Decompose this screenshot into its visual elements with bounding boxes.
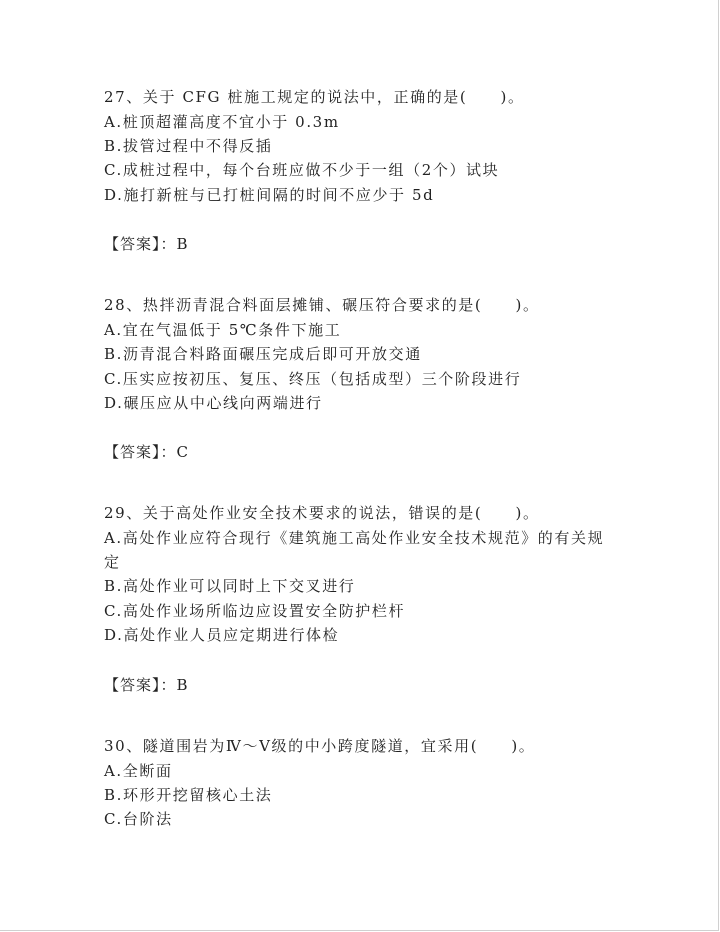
question-27-option-a: A.桩顶超灌高度不宜小于 0.3m [104,113,340,131]
question-27-option-b: B.拔管过程中不得反插 [104,137,273,155]
question-29-option-b: B.高处作业可以同时上下交叉进行 [104,577,356,595]
question-28-stem: 28、热拌沥青混合料面层摊铺、碾压符合要求的是( )。 [104,296,540,314]
question-30-option-a: A.全断面 [104,762,173,780]
question-27-stem: 27、关于 CFG 桩施工规定的说法中，正确的是( )。 [104,88,525,106]
question-28-option-c: C.压实应按初压、复压、终压（包括成型）三个阶段进行 [104,370,522,388]
question-28-option-a: A.宜在气温低于 5℃条件下施工 [104,321,342,339]
question-27-option-d: D.施打新桩与已打桩间隔的时间不应少于 5d [104,186,435,204]
question-29-stem: 29、关于高处作业安全技术要求的说法，错误的是( )。 [104,504,540,522]
question-30-option-c: C.台阶法 [104,810,173,828]
question-29-option-a-continued: 定 [104,553,121,571]
question-28-option-b: B.沥青混合料路面碾压完成后即可开放交通 [104,345,422,363]
question-29-option-c: C.高处作业场所临边应设置安全防护栏杆 [104,602,406,620]
question-27-answer: 【答案】：B [104,235,189,253]
question-29-option-d: D.高处作业人员应定期进行体检 [104,626,340,644]
question-27-option-c: C.成桩过程中，每个台班应做不少于一组（2个）试块 [104,161,500,179]
question-30-stem: 30、隧道围岩为Ⅳ～Ⅴ级的中小跨度隧道，宜采用( )。 [104,737,536,755]
question-28-answer: 【答案】：C [104,443,189,461]
question-30-option-b: B.环形开挖留核心土法 [104,786,273,804]
question-29-option-a: A.高处作业应符合现行《建筑施工高处作业安全技术规范》的有关规 [104,529,605,547]
question-28-option-d: D.碾压应从中心线向两端进行 [104,394,323,412]
question-29-answer: 【答案】：B [104,676,189,694]
